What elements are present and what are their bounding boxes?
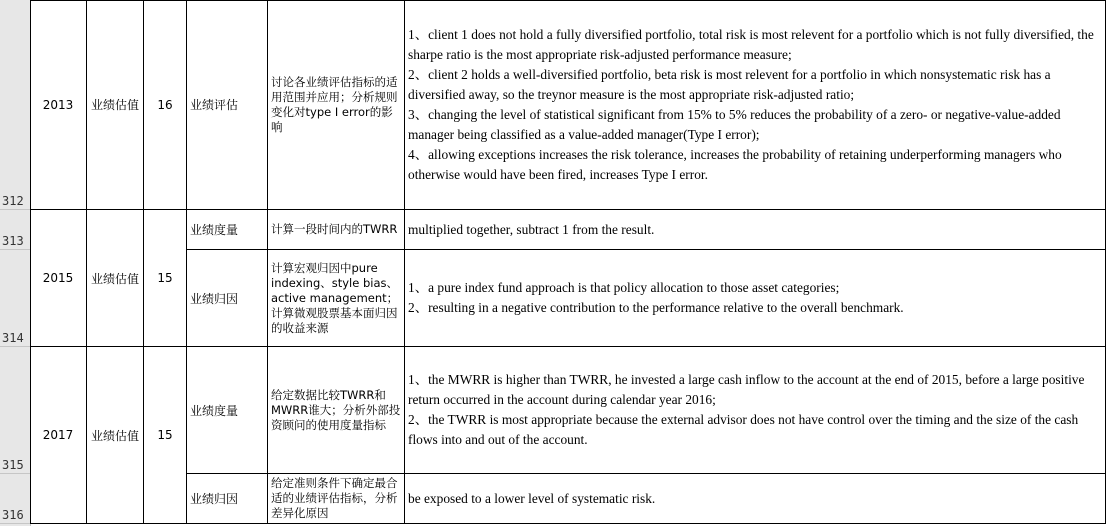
answer-cell[interactable] xyxy=(405,474,1106,524)
answer-line: 1、client 1 does not hold a fully diversified portfolio, total risk is most relevent for a portfolio which is not fully diversified, the sharpe ratio is the most appropriate risk-adjusted performance measure; xyxy=(408,26,1094,62)
topic-text: 业绩度量 xyxy=(190,403,239,418)
count-text: 15 xyxy=(157,428,173,442)
description-cell[interactable] xyxy=(268,210,405,250)
spreadsheet-grid xyxy=(30,0,1106,526)
category-cell[interactable] xyxy=(87,0,144,210)
description-text: 给定准则条件下确定最合适的业绩评估指标，分析差异化原因 xyxy=(271,476,398,520)
category-cell[interactable] xyxy=(87,210,144,347)
year-cell[interactable] xyxy=(30,0,87,210)
year-cell[interactable] xyxy=(30,347,87,524)
row-number[interactable]: 313 xyxy=(0,210,30,250)
answer-line: 2、the TWRR is most appropriate because the external advisor does not have control over the timing and the size of the cash flows into and out of the account. xyxy=(408,412,1079,447)
description-text: 计算宏观归因中pure indexing、style bias、active management；计算微观股票基本面归因的收益来源 xyxy=(271,260,399,335)
topic-cell[interactable] xyxy=(187,474,268,524)
count-text: 16 xyxy=(157,97,173,112)
count-cell[interactable] xyxy=(144,210,187,347)
topic-cell[interactable] xyxy=(187,210,268,250)
topic-text: 业绩归因 xyxy=(190,291,239,306)
answer-cell[interactable] xyxy=(405,210,1106,250)
count-text: 15 xyxy=(157,271,173,285)
year-text: 2013 xyxy=(42,97,74,112)
answer-cell[interactable] xyxy=(405,0,1106,210)
answer-cell[interactable] xyxy=(405,250,1106,347)
answer-line: multiplied together, subtract 1 from the result. xyxy=(408,221,655,237)
year-text: 2015 xyxy=(42,271,74,285)
category-text: 业绩估值 xyxy=(90,271,139,286)
topic-cell[interactable] xyxy=(187,0,268,210)
answer-line: 2、client 2 holds a well-diversified portfolio, beta risk is most relevent for a portfolio in which nonsystematic risk has a diversified away, so the treynor measure is the most appropriate risk-adjusted ratio; xyxy=(408,66,1051,102)
count-cell[interactable] xyxy=(144,347,187,524)
answer-line: 1、a pure index fund approach is that policy allocation to those asset categories; xyxy=(408,280,840,295)
category-text: 业绩估值 xyxy=(90,98,139,112)
topic-cell[interactable] xyxy=(187,250,268,347)
category-cell[interactable] xyxy=(87,347,144,524)
description-text: 给定数据比较TWRR和MWRR谁大；分析外部投资顾问的使用度量指标 xyxy=(271,387,401,432)
row-header-column xyxy=(0,0,31,526)
answer-line: 1、the MWRR is higher than TWRR, he invested a large cash inflow to the account at the end of 2015, before a large positive return occurred in the account during calendar year 2016; xyxy=(408,372,1085,407)
row-number[interactable]: 314 xyxy=(0,250,30,347)
description-cell[interactable] xyxy=(268,474,405,524)
answer-line: 3、changing the level of statistical significant from 15% to 5% reduces the probability of a zero- or negative-value-added manager being classified as a value-added manager(Type I error); xyxy=(408,106,1061,142)
topic-text: 业绩评估 xyxy=(190,98,239,112)
answer-line: 2、resulting in a negative contribution to the performance relative to the overall benchmark. xyxy=(408,300,904,315)
description-text: 讨论各业绩评估指标的适用范围并应用；分析规则变化对type I error的影响 xyxy=(271,74,398,134)
year-cell[interactable] xyxy=(30,210,87,347)
row-number[interactable]: 316 xyxy=(0,474,30,524)
topic-text: 业绩度量 xyxy=(190,223,239,237)
count-cell[interactable] xyxy=(144,0,187,210)
answer-line: 4、allowing exceptions increases the risk tolerance, increases the probability of retaining underperforming managers who otherwise would have been fired, increases Type I error. xyxy=(408,146,1062,182)
topic-cell[interactable] xyxy=(187,347,268,474)
row-number[interactable]: 312 xyxy=(0,0,30,210)
year-text: 2017 xyxy=(42,428,74,442)
row-number[interactable]: 315 xyxy=(0,347,30,474)
category-text: 业绩估值 xyxy=(90,428,139,443)
description-cell[interactable] xyxy=(268,347,405,474)
answer-line: be exposed to a lower level of systematic risk. xyxy=(408,490,656,506)
description-text: 计算一段时间内的TWRR xyxy=(271,222,398,236)
answer-cell[interactable] xyxy=(405,347,1106,474)
description-cell[interactable] xyxy=(268,0,405,210)
description-cell[interactable] xyxy=(268,250,405,347)
topic-text: 业绩归因 xyxy=(190,492,239,506)
